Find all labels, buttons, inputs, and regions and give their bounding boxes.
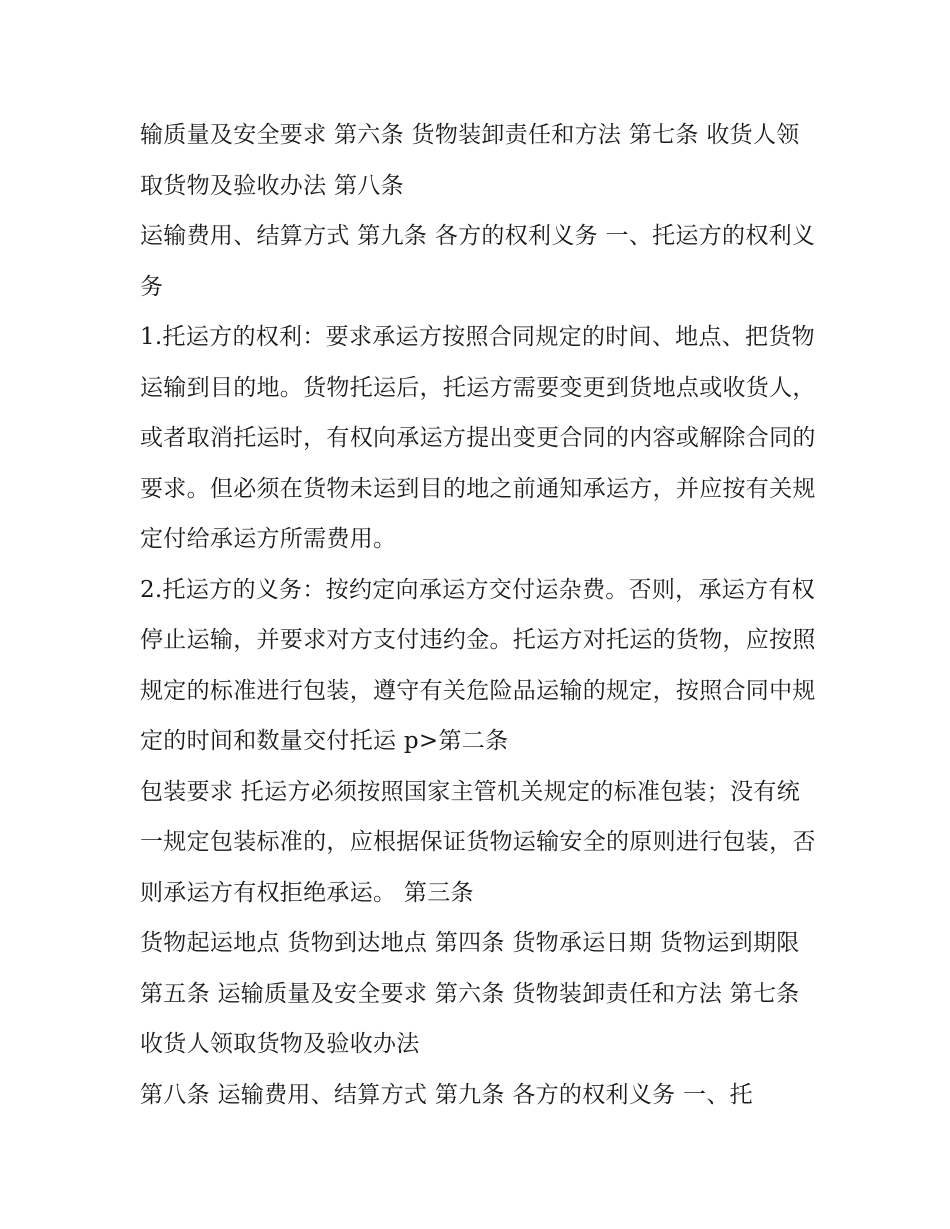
paragraph-transport-quality: 输质量及安全要求 第六条 货物装卸责任和方法 第七条 收货人领取货物及验收办法 第八条 (140, 122, 800, 199)
paragraph-shipper-rights: 1.托运方的权利：要求承运方按照合同规定的时间、地点、把货物运输到目的地。货物托运后，托运方需要变更到货地点或收货人，或者取消托运时，有权向承运方提出变更合同的内容或解除合同的要求。但必须在货物未运到目的地之前通知承运方，并应按有关规定付给承运方所需费用。 (140, 324, 816, 552)
document-body (140, 110, 820, 1120)
paragraph-article-eight: 第八条 运输费用、结算方式 第九条 各方的权利义务 一、托 (140, 1081, 753, 1108)
paragraph-locations-dates: 货物起运地点 货物到达地点 第四条 货物承运日期 货物运到期限 第五条 运输质量及安全要求 第六条 货物装卸责任和方法 第七条 收货人领取货物及验收办法 (140, 930, 800, 1057)
paragraph-shipper-obligations: 2.托运方的义务：按约定向承运方交付运杂费。否则，承运方有权停止运输，并要求对方支付违约金。托运方对托运的货物，应按照规定的标准进行包装，遵守有关危险品运输的规定，按照合同中规定的时间和数量交付托运 p>第二条 (140, 576, 816, 754)
paragraph-packaging: 包装要求 托运方必须按照国家主管机关规定的标准包装；没有统一规定包装标准的，应根据保证货物运输安全的原则进行包装，否则承运方有权拒绝承运。 第三条 (140, 778, 816, 906)
paragraph-fees-rights: 运输费用、结算方式 第九条 各方的权利义务 一、托运方的权利义务 (140, 223, 816, 300)
